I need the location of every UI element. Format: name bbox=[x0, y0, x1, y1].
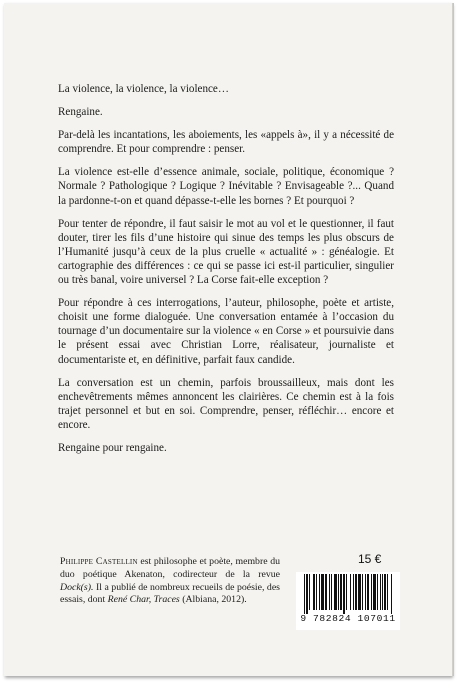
book-title: René Char, Traces bbox=[107, 594, 180, 606]
barcode-bar bbox=[316, 574, 317, 610]
barcode-bar bbox=[365, 574, 366, 610]
barcode-bar bbox=[367, 574, 369, 610]
barcode-bar bbox=[391, 574, 392, 614]
blurb-paragraph-1: La violence, la violence, la violence… bbox=[58, 83, 229, 95]
barcode-bar bbox=[309, 574, 310, 610]
barcode-bar bbox=[380, 574, 381, 610]
blurb-paragraph-2: Rengaine. bbox=[58, 106, 103, 119]
barcode-bar bbox=[384, 574, 386, 610]
blurb-paragraph-3: Par-delà les incantations, les aboiements, les «appels à», il y a nécessité de comprendre. Et pour comprendre : penser. bbox=[58, 129, 394, 156]
barcode-bar bbox=[304, 574, 305, 614]
author-bio bbox=[60, 556, 280, 607]
barcode-bar bbox=[346, 574, 347, 610]
barcode-bar bbox=[353, 574, 354, 610]
barcode-bar bbox=[358, 574, 361, 610]
blurb-paragraph-7: La conversation est un chemin, parfois broussailleux, mais dont les enchevêtrements mêmes annoncent les clairières. Ce chemin est à la fois trajet personnel et but en soi. Comprendre, penser, réfléchir… encore et encore. bbox=[58, 376, 394, 431]
barcode-bar bbox=[334, 574, 337, 610]
barcode-bar bbox=[313, 574, 315, 610]
barcode-bar bbox=[321, 574, 324, 610]
blurb-paragraph-6: Pour répondre à ces interrogations, l’auteur, philosophe, poète et artiste, choisit une forme dialoguée. Une conversation entamée à l’occasion du tournage d’un documentaire sur la violence « en Corse » et poursuivie dans le présent essai avec Christian Lorre, réalisateur, journaliste et documentariste et, en définitive, parfait faux candide. bbox=[58, 297, 394, 366]
barcode-bar bbox=[373, 574, 376, 610]
barcode-bar bbox=[343, 574, 345, 614]
barcode-bar bbox=[371, 574, 372, 610]
blurb-paragraph-4: La violence est-elle d’essence animale, sociale, politique, économique ? Normale ? Pathologique ? Logique ? Inévitable ? Envisageable ?... Quand la pardonne-t-on et quand dépasse-t-elle les bornes ? Et pourquoi ? bbox=[58, 166, 394, 207]
barcode-bar bbox=[350, 574, 351, 610]
barcode-bar bbox=[340, 574, 342, 610]
barcode-bar bbox=[387, 574, 388, 610]
bio-text-b: Il a publié de nombreux recueils de poésie, des essais, dont bbox=[60, 581, 280, 606]
barcode-bar bbox=[319, 574, 320, 610]
barcode-bar bbox=[362, 574, 363, 610]
barcode-bar bbox=[306, 574, 308, 614]
barcode-bar bbox=[377, 574, 378, 610]
barcode-bar bbox=[329, 574, 330, 610]
bio-text-c: (Albiana, 2012). bbox=[179, 594, 247, 606]
price-label: 15 € bbox=[358, 552, 382, 566]
barcode-bar bbox=[382, 574, 383, 610]
blurb-text bbox=[58, 82, 394, 464]
barcode-bar bbox=[325, 574, 327, 610]
bio-text-a: est philosophe et poète, membre du duo poétique Akenaton, codirecteur de la revue bbox=[60, 556, 280, 580]
revue-title: Dock(s). bbox=[60, 581, 94, 593]
barcode-bar bbox=[338, 574, 339, 610]
barcode-bars bbox=[304, 574, 392, 614]
author-name: Philippe Castellin bbox=[60, 556, 138, 567]
blurb-paragraph-8: Rengaine pour rengaine. bbox=[58, 441, 167, 454]
isbn-barcode bbox=[296, 572, 400, 630]
blurb-paragraph-5: Pour tenter de répondre, il faut saisir le mot au vol et le questionner, il faut douter, tirer les fils d’une histoire qui sinue des temps les plus obscurs de l’Humanité jusqu’à ceux de la plus cruelle « actualité » : généalogie. Et cartographie des différences : ce qui se passe ici est-il particulier, singulier ou très banal, voire universel ? La Corse fait-elle exception ? bbox=[58, 217, 394, 287]
isbn-number: 9 782824 107011 bbox=[300, 613, 396, 624]
barcode-bar bbox=[331, 574, 332, 610]
barcode-bar bbox=[355, 574, 357, 610]
